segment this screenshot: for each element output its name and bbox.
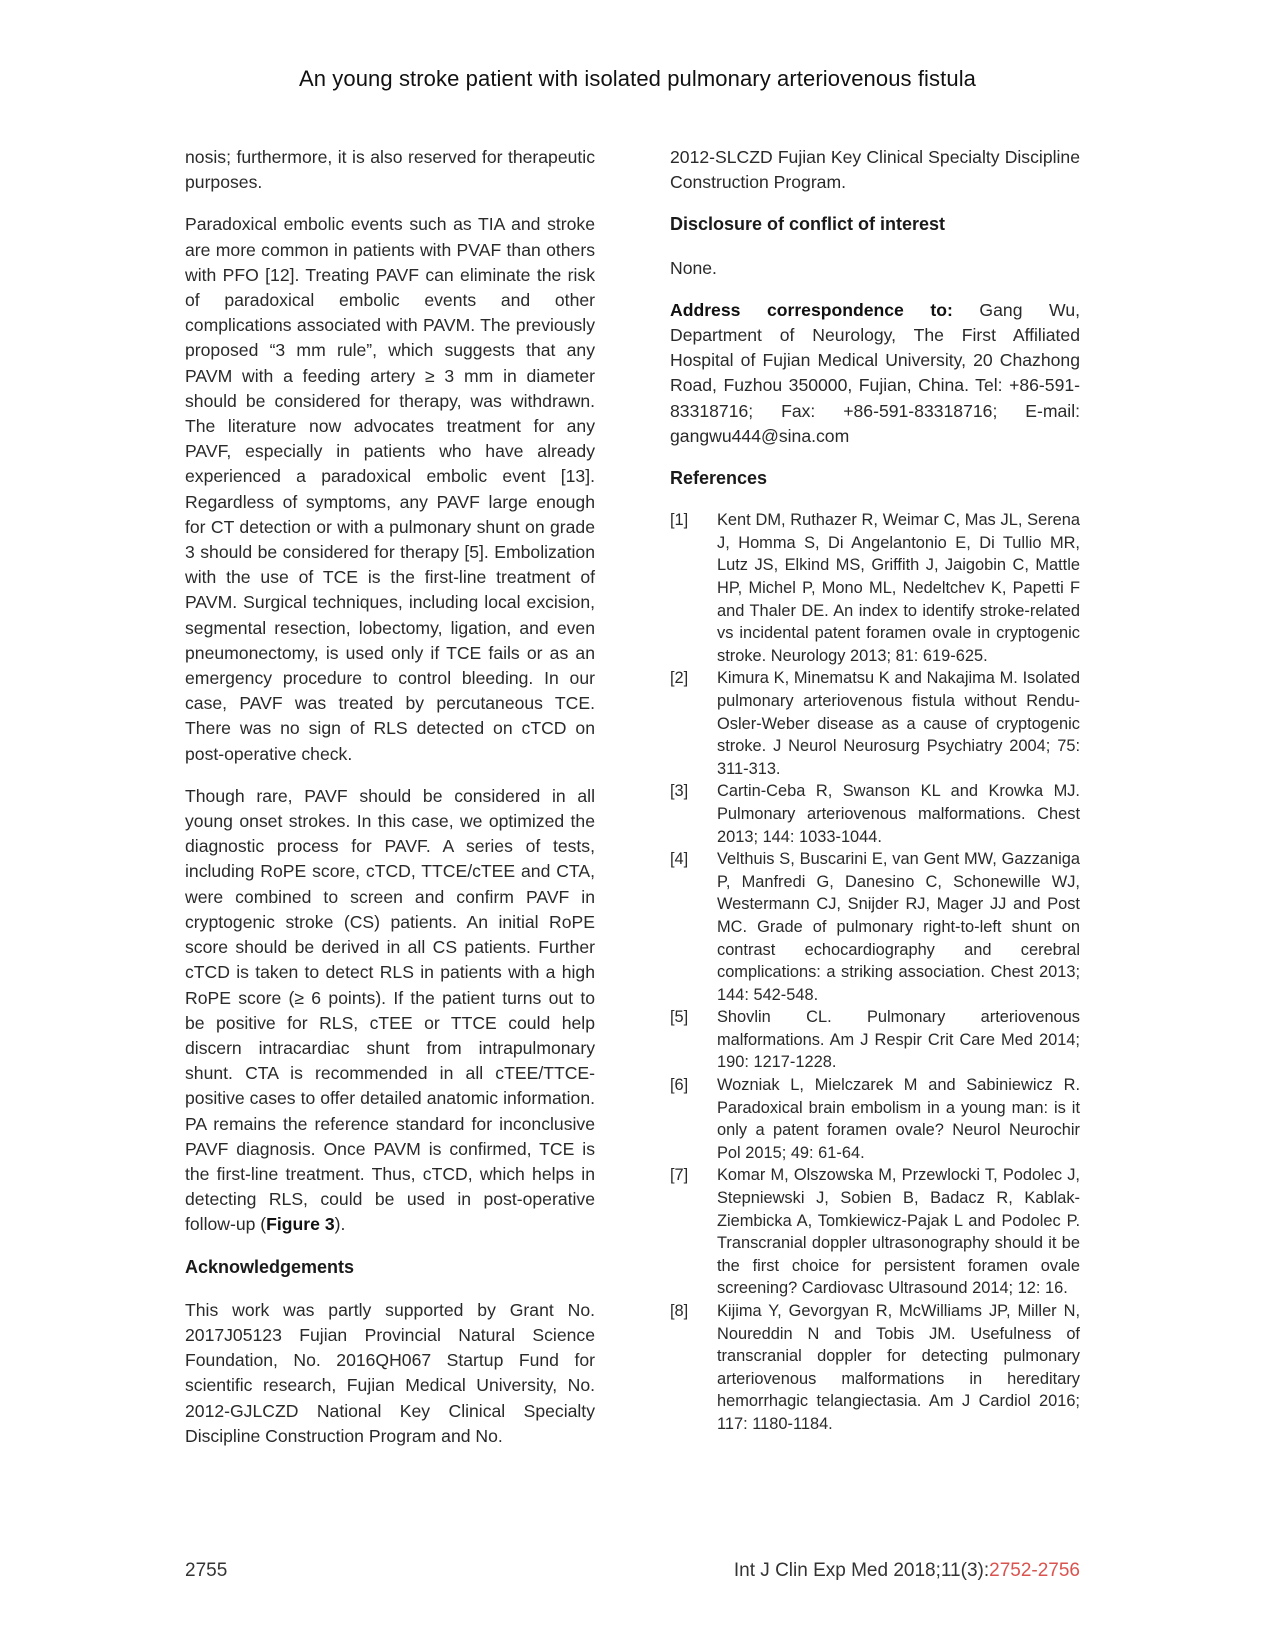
reference-text: Cartin-Ceba R, Swanson KL and Krowka MJ. Pulmonary arteriovenous malformations. Chest 2013; 144: 1033-1044.: [717, 782, 1080, 846]
reference-item: [670, 1164, 1080, 1300]
body-paragraph: Paradoxical embolic events such as TIA and stroke are more common in patients with PVAF than others with PFO [12]. Treating PAVF can eliminate the risk of paradoxical embolic events and other complications associated with PAVM. The previously proposed “3 mm rule”, which suggests that any PAVM with a feeding artery ≥ 3 mm in diameter should be considered for therapy, was withdrawn. The literature now advocates treatment for any PAVF, especially in patients who have already experienced a paradoxical embolic event [13]. Regardless of symptoms, any PAVF large enough for CT detection or with a pulmonary shunt on grade 3 should be considered for therapy [5]. Embolization with the use of TCE is the first-line treatment of PAVM. Surgical techniques, including local excision, segmental resection, lobectomy, ligation, and even pneumonectomy, is used only if TCE fails or as an emergency procedure to control bleeding. In our case, PAVF was treated by percutaneous TCE. There was no sign of RLS detected on cTCD on post-operative check.: [185, 214, 595, 764]
page-number: 2755: [185, 1560, 228, 1581]
references-list: [670, 509, 1080, 1435]
reference-text: Komar M, Olszowska M, Przewlocki T, Podolec J, Stepniewski J, Sobien B, Badacz R, Kablak-Ziembicka A, Tomkiewicz-Pajak L and Podolec P. Transcranial doppler ultrasonography should it be the first choice for persistent foramen ovale screening? Cardiovasc Ultrasound 2014; 12: 16.: [717, 1166, 1080, 1298]
reference-text: Kent DM, Ruthazer R, Weimar C, Mas JL, Serena J, Homma S, Di Angelantonio E, Di Tullio MR, Lutz JS, Elkind MS, Griffith J, Jaigobin C, Mattle HP, Michel P, Mono ML, Nedeltchev K, Papetti F and Thaler DE. An index to identify stroke-related vs incidental patent foramen ovale in cryptogenic stroke. Neurology 2013; 81: 619-625.: [717, 511, 1080, 665]
correspondence-block: [670, 298, 1080, 449]
reference-number: [4]: [670, 850, 689, 869]
reference-item: [670, 1300, 1080, 1436]
journal-citation: [734, 1560, 1080, 1582]
acknowledgements-continued: 2012-SLCZD Fujian Key Clinical Specialty Discipline Construction Program.: [670, 147, 1080, 193]
reference-number: [8]: [670, 1302, 689, 1321]
body-paragraph: [185, 784, 595, 1238]
disclosure-heading: Disclosure of conflict of interest: [670, 214, 946, 235]
reference-text: Wozniak L, Mielczarek M and Sabiniewicz R. Paradoxical brain embolism in a young man: is it only a patent foramen ovale? Neurol Neurochir Pol 2015; 49: 61-64.: [717, 1076, 1080, 1162]
disclosure-text: None.: [670, 257, 717, 278]
journal-name: Int J Clin Exp Med 2018;11(3):: [733, 1560, 990, 1581]
right-column: [670, 145, 1080, 1436]
running-title: An young stroke patient with isolated pulmonary arteriovenous fistula: [298, 66, 977, 91]
reference-item: [670, 1074, 1080, 1164]
reference-number: [1]: [670, 511, 689, 530]
reference-number: [5]: [670, 1008, 689, 1027]
reference-item: [670, 509, 1080, 667]
reference-item: [670, 780, 1080, 848]
left-column: [185, 145, 595, 1466]
figure-reference-link[interactable]: Figure 3: [266, 1214, 335, 1235]
reference-item: [670, 667, 1080, 780]
reference-number: [2]: [670, 669, 689, 688]
reference-number: [3]: [670, 782, 689, 801]
reference-number: [7]: [670, 1166, 689, 1185]
acknowledgements-text: This work was partly supported by Grant No. 2017J05123 Fujian Provincial Natural Science Foundation, No. 2016QH067 Startup Fund for scientific research, Fujian Medical University, No. 2012-GJLCZD National Key Clinical Specialty Discipline Construction Program and No.: [185, 1299, 595, 1446]
paragraph-text: Though rare, PAVF should be considered in all young onset strokes. In this case, we optimized the diagnostic process for PAVF. A series of tests, including RoPE score, cTCD, TTCE/cTEE and CTA, were combined to screen and confirm PAVF in cryptogenic stroke (CS) patients. An initial RoPE score should be derived in all CS patients. Further cTCD is taken to detect RLS in patients with a high RoPE score (≥ 6 points). If the patient turns out to be positive for RLS, cTEE or TTCE could help discern intracardiac shunt from intrapulmonary shunt. CTA is recommended in all cTEE/TTCE-positive cases to offer detailed anatomic information. PA remains the reference standard for inconclusive PAVF diagnosis. Once PAVM is confirmed, TCE is the first-line treatment. Thus, cTCD, which helps in detecting RLS, could be used in post-operative follow-up (: [185, 785, 595, 1235]
reference-number: [6]: [670, 1076, 689, 1095]
correspondence-text: Gang Wu, Department of Neurology, The First Affiliated Hospital of Fujian Medical University, 20 Chazhong Road, Fuzhou 350000, Fujian, China. Tel: +86-591-83318716; Fax: +86-591-83318716; E-mail: gangwu444@sina.com: [670, 299, 1080, 446]
references-heading: References: [670, 468, 768, 489]
page-range-link[interactable]: 2752-2756: [989, 1560, 1080, 1581]
correspondence-label: Address correspondence to:: [670, 299, 953, 320]
reference-item: [670, 848, 1080, 1006]
body-paragraph: nosis; furthermore, it is also reserved for therapeutic purposes.: [185, 147, 595, 193]
paragraph-tail: ).: [334, 1214, 346, 1235]
reference-item: [670, 1006, 1080, 1074]
acknowledgements-heading: Acknowledgements: [185, 1256, 355, 1277]
reference-text: Kijima Y, Gevorgyan R, McWilliams JP, Miller N, Noureddin N and Tobis JM. Usefulness of transcranial doppler for detecting pulmonary arteriovenous malformations in hereditary hemorrhagic telangiectasia. Am J Cardiol 2016; 117: 1180-1184.: [717, 1302, 1080, 1433]
reference-text: Shovlin CL. Pulmonary arteriovenous malformations. Am J Respir Crit Care Med 2014; 190: 1217-1228.: [717, 1008, 1080, 1072]
reference-text: Kimura K, Minematsu K and Nakajima M. Isolated pulmonary arteriovenous fistula without Rendu-Osler-Weber disease as a cause of cryptogenic stroke. J Neurol Neurosurg Psychiatry 2004; 75: 311-313.: [717, 669, 1080, 778]
reference-text: Velthuis S, Buscarini E, van Gent MW, Gazzaniga P, Manfredi G, Danesino C, Schonewille WJ, Westermann CJ, Snijder RJ, Mager JJ and Post MC. Grade of pulmonary right-to-left shunt on contrast echocardiography and cerebral complications: a striking association. Chest 2013; 144: 542-548.: [717, 850, 1080, 1004]
